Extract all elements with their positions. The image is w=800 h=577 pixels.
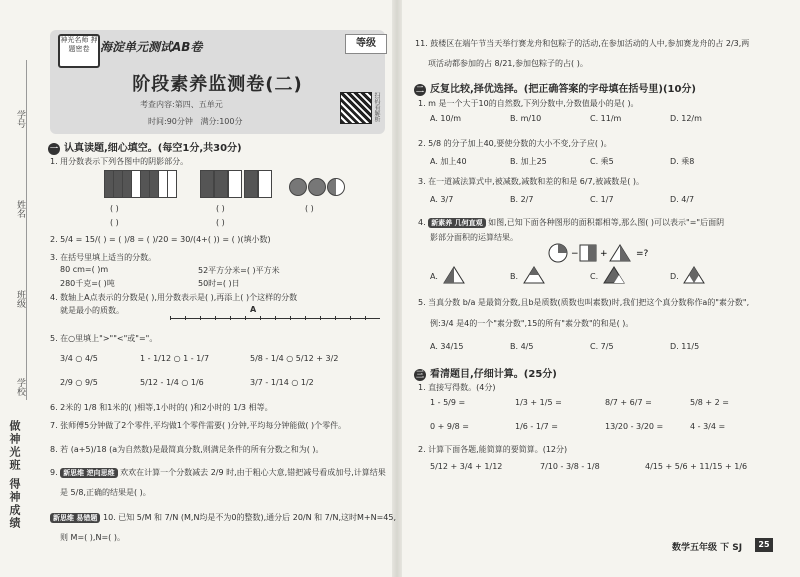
- c3-option-c[interactable]: C. 1/7: [590, 195, 614, 204]
- c4-tag: 新素养 几何直观: [428, 218, 485, 228]
- footer-book-info: 数学五年级 下 SJ: [672, 543, 743, 553]
- svg-text:+: +: [600, 249, 608, 259]
- choice-1: 1. m 是一个大于10的自然数,下列分数中,分数值最小的是( )。: [418, 99, 639, 108]
- question-7: 7. 张师傅5分钟做了2个零件,平均做1个零件需要( )分钟,平均每分钟能做( )个零件。: [50, 421, 347, 430]
- c3-option-b[interactable]: B. 2/7: [510, 195, 534, 204]
- exam-meta: [148, 116, 242, 127]
- brand-logo: 神光名师 押题密卷: [58, 34, 100, 68]
- choice-3: 3. 在一道减法算式中,被减数,减数和差的和是 6/7,被减数是( )。: [418, 177, 645, 186]
- d1-item-2[interactable]: 1/3 + 1/5 =: [515, 398, 562, 407]
- d2-item-1[interactable]: 5/12 + 3/4 + 1/12: [430, 462, 503, 471]
- book-spine: [392, 0, 402, 577]
- c5-option-b[interactable]: B. 4/5: [510, 342, 534, 351]
- question-11-cont: 项活动都参加的占 8/21,参加包粽子的占( )。: [428, 59, 588, 68]
- question-2: 2. 5/4 = 15/( ) = ( )/8 = ( )/20 = 30/(4+( )) = ( )(填小数): [50, 235, 271, 244]
- grade-box: 等级: [345, 34, 387, 54]
- svg-text:=?: =?: [636, 249, 649, 259]
- d2-item-2[interactable]: 7/10 - 3/8 - 1/8: [540, 462, 600, 471]
- choice-4: 4. 新素养 几何直观 如图,已知下面各种图形的面积都相等,那么图( )可以表示"="后面阴: [418, 218, 725, 227]
- full-score: 满分:100分: [200, 117, 243, 126]
- student-number-label: 学号: [15, 110, 25, 128]
- c4-option-c[interactable]: C.: [590, 272, 599, 281]
- d1-item-7[interactable]: 13/20 - 3/20 =: [605, 422, 664, 431]
- number-line: [170, 318, 380, 319]
- choice-5: 5. 当真分数 b/a 是最简分数,且b是质数(质数也叫素数)时,我们把这个真分数称作a的"素分数",: [418, 298, 750, 307]
- section-2-title: 反复比较,择优选择。(把正确答案的字母填在括号里)(10分): [430, 84, 696, 95]
- q3-blank-d[interactable]: 50时=( )日: [198, 279, 240, 288]
- c2-option-d[interactable]: D. 乘8: [670, 157, 695, 166]
- q5-compare-4[interactable]: 2/9 ○ 9/5: [60, 378, 98, 387]
- q1-blank-2[interactable]: ( ): [110, 218, 119, 227]
- qr-code: [340, 92, 372, 124]
- q9-text: 欢欢在计算一个分数减去 2/9 时,由于粗心大意,错把减号看成加号,计算结果: [120, 468, 386, 477]
- d1-item-6[interactable]: 1/6 - 1/7 =: [515, 422, 558, 431]
- c5-option-c[interactable]: C. 7/5: [590, 342, 614, 351]
- section-1-title: 认真读题,细心填空。(每空1分,共30分): [64, 143, 242, 154]
- q5-compare-1[interactable]: 3/4 ○ 4/5: [60, 354, 98, 363]
- class-label: 班级: [15, 290, 25, 308]
- d1-item-1[interactable]: 1 - 5/9 =: [430, 398, 466, 407]
- choice-4-cont: 影部分面积的运算结果。: [430, 233, 518, 242]
- question-1: 1. 用分数表示下列各图中的阴影部分。: [50, 157, 189, 166]
- q3-blank-a[interactable]: 80 cm=( )m: [60, 265, 109, 274]
- binding-sidebar: [0, 0, 40, 577]
- question-8: 8. 若 (a+5)/18 (a为自然数)是最简真分数,则满足条件的所有分数之和为( )。: [50, 445, 324, 454]
- question-4-cont: 就是最小的质数。: [60, 306, 124, 315]
- section-1-number: 一: [50, 144, 58, 153]
- q1-blank-3[interactable]: ( ): [216, 204, 225, 213]
- question-9: 9. 新思维 逆向思维 欢欢在计算一个分数减去 2/9 时,由于粗心大意,错把减号看成加号,计算结果: [50, 468, 386, 477]
- question-9-cont: 是 5/8,正确的结果是( )。: [60, 488, 151, 497]
- d1-item-5[interactable]: 0 + 9/8 =: [430, 422, 469, 431]
- q1-blank-5[interactable]: ( ): [305, 204, 314, 213]
- d1-item-8[interactable]: 4 - 3/4 =: [690, 422, 726, 431]
- question-11: 11. 鼓楼区在端午节当天举行赛龙舟和包粽子的活动,在参加活动的人中,参加赛龙舟的占 2/3,两: [415, 39, 750, 48]
- calc-1: 1. 直接写得数。(4分): [418, 383, 496, 392]
- question-10-cont: 则 M=( ),N=( )。: [60, 533, 125, 542]
- c4-text: 如图,已知下面各种图形的面积都相等,那么图( )可以表示"="后面阴: [488, 218, 725, 227]
- c5-option-d[interactable]: D. 11/5: [670, 342, 700, 351]
- q5-compare-2[interactable]: 1 - 1/12 ○ 1 - 1/7: [140, 354, 210, 363]
- q5-compare-3[interactable]: 5/8 - 1/4 ○ 5/12 + 3/2: [250, 354, 339, 363]
- c4-option-d[interactable]: D.: [670, 272, 679, 281]
- school-label: 学校: [15, 378, 25, 396]
- name-label: 姓名: [15, 200, 25, 218]
- q9-tag: 新思维 逆向思维: [60, 468, 117, 478]
- q3-blank-b[interactable]: 52平方分米=( )平方米: [198, 266, 280, 275]
- question-3: 3. 在括号里填上适当的分数。: [50, 253, 157, 262]
- question-6: 6. 2米的 1/8 和1米的( )相等,1小时的( )和2小时的 1/3 相等。: [50, 403, 273, 412]
- c2-option-b[interactable]: B. 加上25: [510, 157, 547, 166]
- q5-compare-5[interactable]: 5/12 - 1/4 ○ 1/6: [140, 378, 204, 387]
- c5-option-a[interactable]: A. 34/15: [430, 342, 464, 351]
- q3-blank-c[interactable]: 280千克=( )吨: [60, 279, 115, 288]
- c3-option-a[interactable]: A. 3/7: [430, 195, 454, 204]
- c1-option-c[interactable]: C. 11/m: [590, 114, 622, 123]
- cut-line: [26, 60, 27, 400]
- question-4: 4. 数轴上A点表示的分数是( ),用分数表示是( ),再添上( )个这样的分数: [50, 293, 298, 302]
- c2-option-a[interactable]: A. 加上40: [430, 157, 467, 166]
- c4-option-c-triangle: [603, 266, 625, 284]
- c4-option-d-triangle: [683, 266, 705, 284]
- d1-item-3[interactable]: 8/7 + 6/7 =: [605, 398, 652, 407]
- page-number: 25: [755, 538, 773, 552]
- c4-option-a-triangle: [443, 266, 465, 284]
- question-5: 5. 在○里填上">""<"或"="。: [50, 334, 158, 343]
- c1-option-d[interactable]: D. 12/m: [670, 114, 702, 123]
- svg-text:−: −: [571, 249, 579, 259]
- q10-tag: 新思维 易错题: [50, 513, 100, 523]
- q10-text: 10. 已知 5/M 和 7/N (M,N均是不为0的整数),通分后 20/N 和 7/N,这时M+N=45,: [102, 513, 396, 522]
- time-limit: 时间:90分钟: [148, 117, 193, 126]
- c4-equation-figure: [548, 242, 678, 264]
- c1-option-a[interactable]: A. 10/m: [430, 114, 462, 123]
- page-title: 阶段素养监测卷(二): [132, 74, 303, 95]
- calc-2: 2. 计算下面各题,能简算的要简算。(12分): [418, 445, 568, 454]
- section-3-heading: [414, 365, 557, 381]
- exam-scope: 考查内容:第四、五单元: [140, 100, 223, 109]
- d2-item-3[interactable]: 4/15 + 5/6 + 11/15 + 1/6: [645, 462, 748, 471]
- c4-option-b[interactable]: B.: [510, 272, 519, 281]
- d1-item-4[interactable]: 5/8 + 2 =: [690, 398, 729, 407]
- choice-5-cont: 例:3/4 是4的一个"素分数",15的所有"素分数"的和是( )。: [430, 319, 634, 328]
- section-3-title: 看清题目,仔细计算。(25分): [430, 369, 557, 380]
- question-10: [50, 512, 396, 523]
- q5-compare-6[interactable]: 3/7 - 1/14 ○ 1/2: [250, 378, 314, 387]
- section-2-heading: [414, 80, 696, 96]
- c2-option-c[interactable]: C. 乘5: [590, 157, 614, 166]
- section-2-number: 二: [416, 85, 424, 94]
- q1-blank-4[interactable]: ( ): [216, 218, 225, 227]
- slogan: 做神光班 得神成绩: [8, 420, 21, 530]
- section-1-heading: [48, 139, 242, 155]
- choice-2: 2. 5/8 的分子加上40,要使分数的大小不变,分子应( )。: [418, 139, 612, 148]
- q1-blank-1[interactable]: ( ): [110, 204, 119, 213]
- c4-option-a[interactable]: A.: [430, 272, 438, 281]
- c1-option-b[interactable]: B. m/10: [510, 114, 542, 123]
- brand-title: 海淀单元测试AB卷: [100, 40, 203, 54]
- section-3-number: 三: [416, 370, 424, 379]
- c3-option-d[interactable]: D. 4/7: [670, 195, 695, 204]
- number-line-point-a: A: [250, 305, 257, 314]
- c4-option-b-triangle: [523, 266, 545, 284]
- qr-label: 扫码看解析: [373, 92, 380, 122]
